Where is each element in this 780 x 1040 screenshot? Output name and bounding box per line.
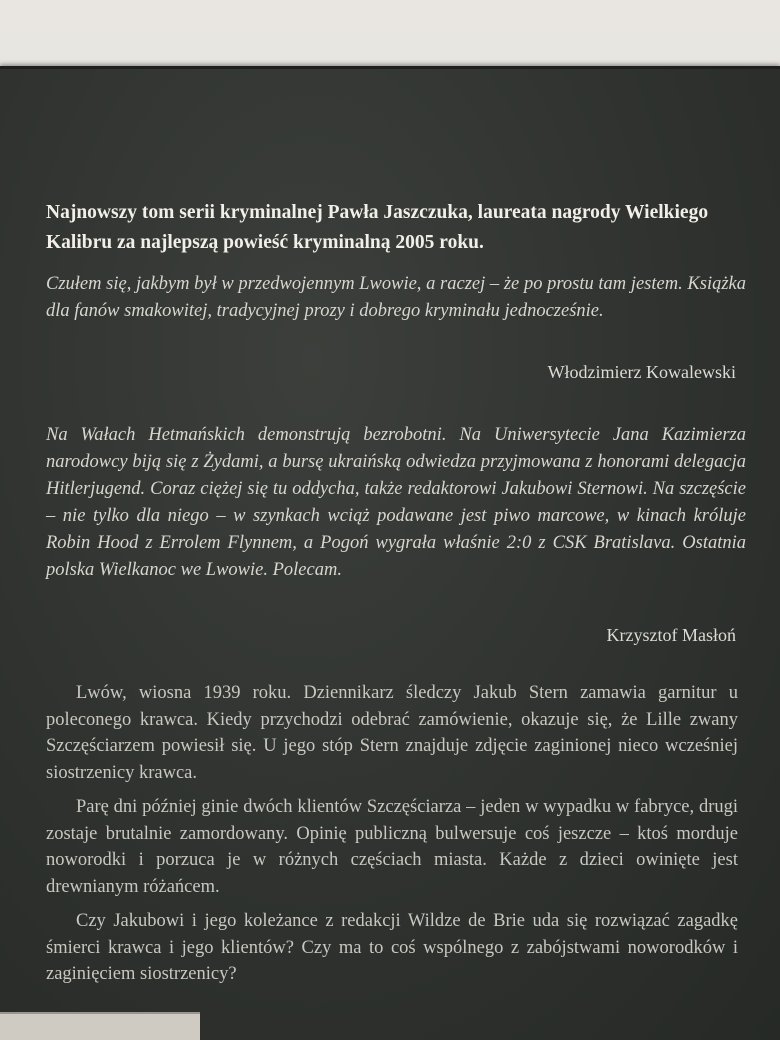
review-quote-2: Na Wałach Hetmańskich demonstrują bezrobotni. Na Uniwersytecie Jana Kazimierza narodowcy biją się z Żydami, a bursę ukraińską odwiedza przyjmowana z honorami delegacja Hitlerjugend. Coraz ciężej się tu oddycha, także redaktorowi Jakubowi Sternowi. Na szczęście – nie tylko dla niego – w szynkach wciąż podawane jest piwo marcowe, w kinach króluje Robin Hood z Errolem Flynnem, a Pogoń wygrała właśnie 2:0 z CSK Bratislava. Ostatnia polska Wielkanoc we Lwowie. Polecam.	[46, 425, 746, 580]
cover-top-edge	[0, 66, 780, 69]
intro-blurb: Najnowszy tom serii kryminalnej Pawła Jaszczuka, laureata nagrody Wielkiego Kalibru za najlepszą powieść kryminalną 2005 roku.	[46, 202, 709, 253]
review-quote-1: Czułem się, jakbym był w przedwojennym Lwowie, a raczej – że po prostu tam jestem. Książka dla fanów smakowitej, tradycyjnej prozy i dobrego kryminału jednocześnie.	[46, 274, 746, 321]
description-paragraph-2: Parę dni później ginie dwóch klientów Szczęściarza – jeden w wypadku w fabryce, drugi zostaje brutalnie zamordowany. Opinię publiczną bulwersuje coś jeszcze – ktoś morduje noworodki i porzuca je w różnych częściach miasta. Każde z dzieci owinięte jest drewnianym różańcem.	[46, 797, 738, 897]
description-paragraph-1: Lwów, wiosna 1939 roku. Dziennikarz śledczy Jakub Stern zamawia garnitur u poleconego krawca. Kiedy przychodzi odebrać zamówienie, okazuje się, że Lille zwany Szczęściarzem powiesił się. U jego stóp Stern znajduje zdjęcie zaginionej nieco wcześniej siostrzenicy krawca.	[46, 683, 738, 783]
cover-bottom-label	[0, 1012, 200, 1040]
review-author-2: Krzysztof Masłoń	[606, 625, 736, 645]
description-paragraph-3: Czy Jakubowi i jego koleżance z redakcji Wildze de Brie uda się rozwiązać zagadkę śmierci krawca i jego klientów? Czy ma to coś wspólnego z zabójstwami noworodków i zaginięciem siostrzenicy?	[46, 911, 738, 984]
review-author-1: Włodzimierz Kowalewski	[547, 362, 736, 382]
book-description	[46, 680, 738, 988]
